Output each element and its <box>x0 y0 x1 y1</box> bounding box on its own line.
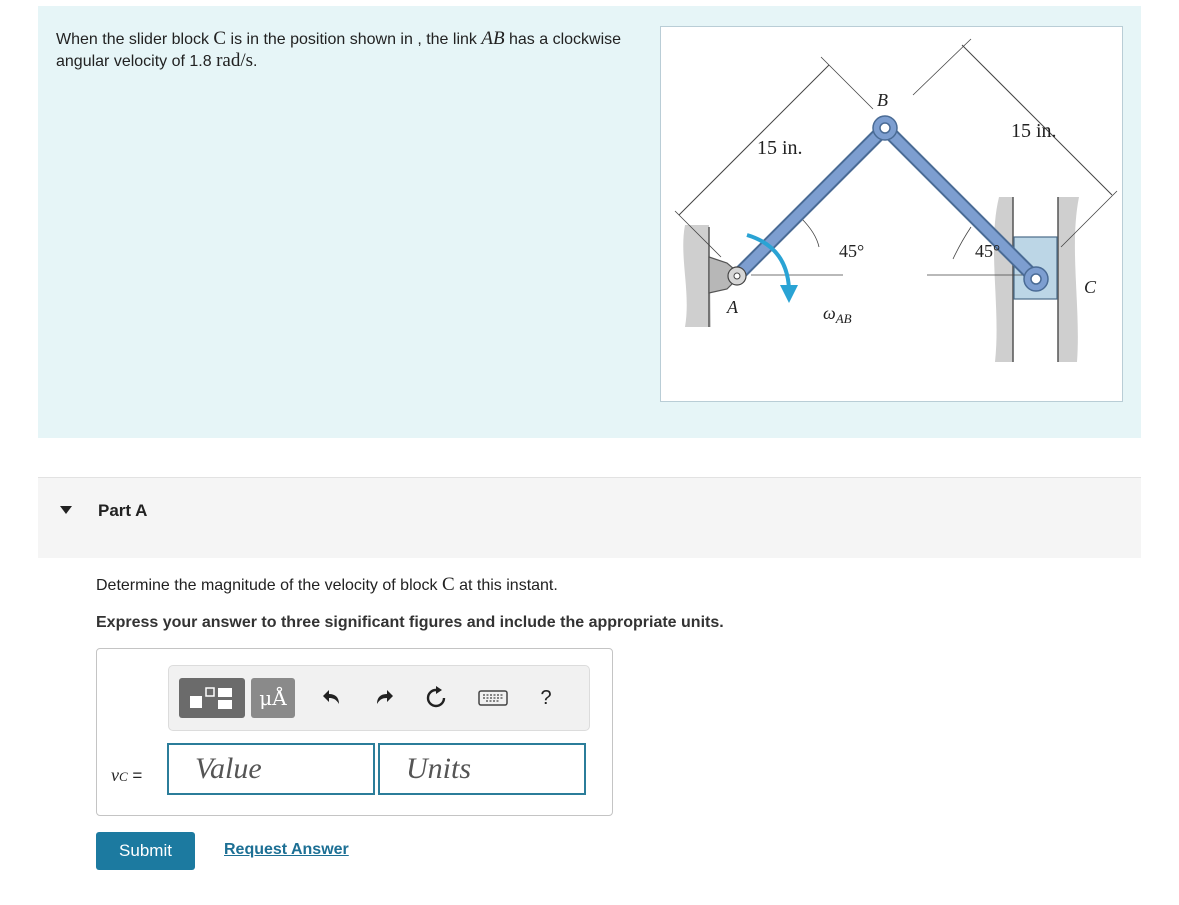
math-toolbar <box>168 665 590 731</box>
slot-wall-right <box>1058 197 1079 362</box>
templates-icon[interactable] <box>179 678 245 718</box>
keyboard-keys <box>483 695 503 701</box>
omega-subscript: AB <box>835 311 852 326</box>
label-angle-c: 45° <box>975 241 1001 261</box>
redo-icon[interactable] <box>369 678 399 718</box>
problem-statement <box>56 28 646 72</box>
undo-glyph <box>321 687 343 709</box>
var-subscript: C <box>119 769 128 784</box>
problem-unit: rad/s <box>216 50 254 71</box>
reset-icon[interactable] <box>421 678 451 718</box>
pin-b-center <box>880 123 890 133</box>
redo-path <box>377 690 393 704</box>
submit-button[interactable]: Submit <box>96 832 195 870</box>
problem-text-2: is in the position shown in , the link <box>226 31 482 48</box>
pin-c-center <box>1031 274 1041 284</box>
collapse-caret-icon[interactable] <box>60 506 72 514</box>
units-input[interactable] <box>378 743 586 795</box>
part-a-header[interactable] <box>38 477 1141 558</box>
dimension-ext-b1 <box>821 57 873 109</box>
problem-var-c: C <box>213 28 227 49</box>
keyboard-glyph <box>478 688 508 708</box>
reset-glyph <box>424 686 448 710</box>
answer-variable-label <box>111 765 142 786</box>
template-block-3 <box>218 688 232 697</box>
var-symbol: v <box>111 765 119 785</box>
label-length-ab: 15 in. <box>757 137 803 159</box>
part-title: Part A <box>98 501 148 520</box>
label-omega-ab <box>823 303 852 326</box>
help-button[interactable]: ? <box>540 686 552 709</box>
reset-head <box>436 686 442 694</box>
request-answer-link[interactable]: Request Answer <box>224 841 349 858</box>
label-b: B <box>877 90 888 110</box>
question-text-1: Determine the magnitude of the velocity of block <box>96 577 442 594</box>
angle-arc-a <box>801 218 819 247</box>
keyboard-icon[interactable] <box>475 678 511 718</box>
answer-box <box>96 648 613 816</box>
value-input[interactable] <box>167 743 375 795</box>
problem-var-ab: AB <box>481 28 505 49</box>
problem-panel <box>38 6 1141 438</box>
question-text-2: at this instant. <box>454 577 558 594</box>
mechanism-diagram <box>661 27 1122 401</box>
template-block-1 <box>190 696 202 708</box>
wall-left <box>683 225 711 327</box>
problem-text-3: has a clockwise angular velocity of 1.8 <box>56 31 622 70</box>
angle-arc-c <box>953 227 971 259</box>
label-length-bc: 15 in. <box>1011 120 1057 142</box>
instruction-text: Express your answer to three significant figures and include the appropriate units. <box>96 614 724 631</box>
mechanism-figure <box>660 26 1123 402</box>
omega-symbol: ω <box>823 303 836 323</box>
label-a: A <box>727 297 738 317</box>
slot-wall-left <box>994 197 1013 362</box>
pin-a-center <box>734 273 740 279</box>
undo-path <box>323 690 339 704</box>
undo-icon[interactable] <box>317 678 347 718</box>
equals-sign: = <box>132 766 143 785</box>
template-block-2 <box>206 688 214 696</box>
templates-glyph <box>187 684 237 712</box>
label-c: C <box>1084 277 1097 297</box>
problem-text-4: . <box>253 53 258 70</box>
omega-arrowhead <box>780 285 798 303</box>
units-button[interactable]: μÅ <box>251 678 295 718</box>
label-angle-a: 45° <box>839 241 865 261</box>
template-block-4 <box>218 700 232 709</box>
redo-glyph <box>373 687 395 709</box>
question-var-c: C <box>441 574 455 595</box>
question-text <box>96 574 558 596</box>
dimension-line-ab <box>679 65 829 215</box>
dimension-ext-b2 <box>913 39 971 95</box>
problem-text-1: When the slider block <box>56 31 214 48</box>
